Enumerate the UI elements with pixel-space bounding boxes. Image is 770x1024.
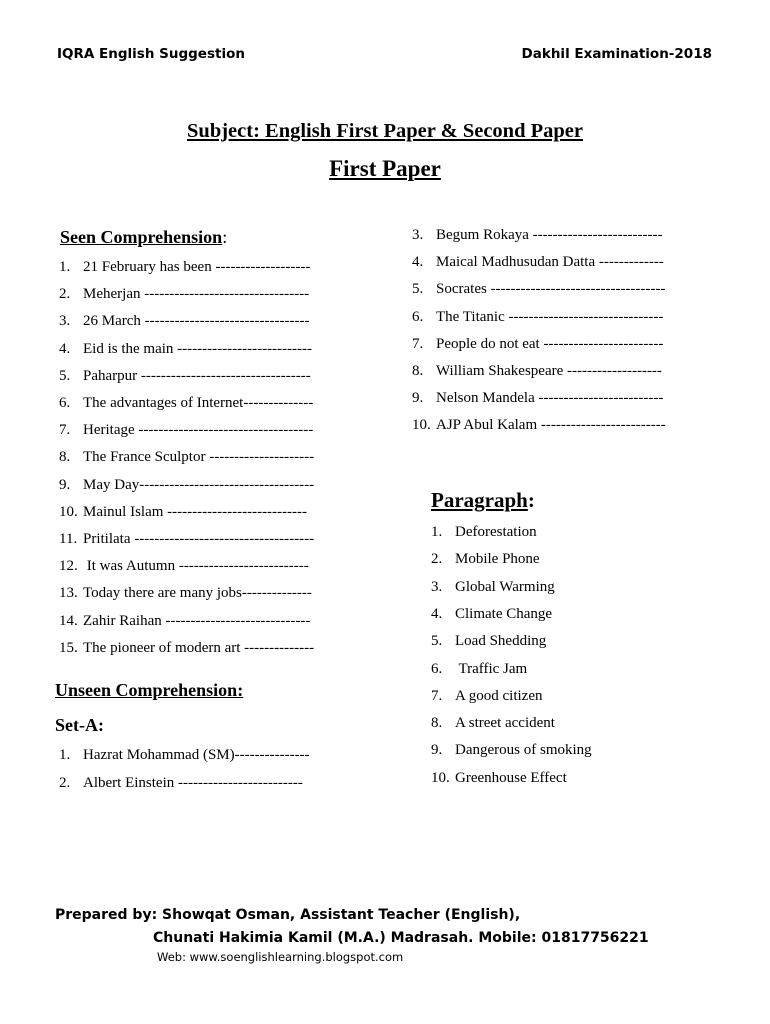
list-item — [431, 633, 546, 650]
item-text: William Shakespeare ------------------- — [436, 363, 662, 379]
item-text: Traffic Jam — [455, 660, 528, 677]
footer-madrasah: Chunati Hakimia Kamil (M.A.) Madrasah. Mobile: 01817756221 — [153, 930, 649, 946]
subject-title: Subject: English First Paper & Second Paper — [187, 120, 583, 142]
list-item — [59, 585, 312, 602]
item-number: 10. — [412, 417, 431, 434]
item-text: Maical Madhusudan Datta ------------- — [436, 254, 664, 271]
item-number: 3. — [59, 313, 71, 330]
list-item — [59, 422, 313, 439]
item-text: Zahir Raihan ----------------------------- — [83, 612, 311, 629]
item-number: 15. — [59, 639, 78, 656]
item-number: 6. — [412, 308, 424, 325]
item-text: Greenhouse Effect — [455, 769, 567, 786]
item-number: 3. — [412, 227, 424, 243]
list-item — [431, 524, 537, 541]
list-item — [431, 551, 540, 568]
item-number: 7. — [59, 422, 71, 439]
item-text: Deforestation — [455, 524, 537, 540]
item-text: Pritilata ------------------------------------ — [83, 531, 315, 547]
unseen-comprehension-heading: Unseen Comprehension: — [55, 680, 244, 700]
list-item — [431, 715, 555, 732]
item-number: 1. — [431, 524, 443, 540]
seen-comprehension-heading: Seen Comprehension: — [60, 227, 228, 247]
list-item — [59, 341, 312, 358]
list-item — [412, 281, 665, 298]
item-number: 8. — [431, 715, 443, 732]
item-number: 7. — [412, 335, 424, 352]
item-text: Heritage ----------------------------------- — [83, 422, 314, 439]
paragraph-heading: Paragraph: — [431, 488, 535, 512]
item-number: 1. — [59, 259, 71, 275]
list-item — [59, 395, 313, 412]
item-text: Begum Rokaya -------------------------- — [436, 227, 663, 243]
item-number: 1. — [59, 747, 71, 763]
list-item — [59, 449, 314, 466]
item-number: 6. — [431, 660, 443, 677]
item-number: 9. — [59, 476, 71, 493]
list-item — [59, 747, 310, 764]
item-text: May Day----------------------------------- — [83, 476, 315, 493]
item-number: 14. — [59, 612, 78, 629]
list-item — [59, 477, 314, 494]
item-text: It was Autumn -------------------------- — [83, 558, 309, 575]
list-item — [412, 254, 664, 271]
item-number: 4. — [431, 605, 443, 622]
item-text: A good citizen — [455, 687, 543, 704]
item-text: AJP Abul Kalam ------------------------- — [436, 417, 666, 434]
paper-title: First Paper — [329, 156, 441, 181]
item-number: 10. — [431, 769, 450, 786]
item-text: Albert Einstein ------------------------- — [83, 774, 303, 791]
list-item — [59, 613, 310, 630]
item-text: Today there are many jobs-------------- — [83, 585, 312, 602]
list-item — [412, 363, 662, 380]
item-number: 5. — [431, 633, 443, 650]
list-item — [59, 531, 314, 548]
item-number: 5. — [412, 281, 424, 298]
header-left: IQRA English Suggestion — [57, 46, 245, 62]
list-item — [59, 368, 311, 385]
item-number: 7. — [431, 687, 443, 704]
list-item — [59, 259, 310, 276]
list-item — [431, 688, 542, 705]
list-item — [412, 417, 666, 434]
item-number: 4. — [59, 340, 71, 357]
list-item — [412, 227, 663, 244]
list-item — [59, 558, 309, 575]
set-a-heading: Set-A: — [55, 715, 104, 735]
list-item — [412, 390, 663, 407]
item-number: 5. — [59, 367, 71, 384]
list-item — [59, 286, 309, 303]
item-number: 8. — [59, 449, 71, 466]
list-item — [59, 640, 314, 657]
item-number: 9. — [431, 742, 443, 759]
item-text: Nelson Mandela ------------------------- — [436, 390, 664, 407]
item-text: Dangerous of smoking — [455, 742, 592, 759]
item-number: 9. — [412, 390, 424, 407]
list-item — [59, 504, 307, 521]
item-text: 26 March --------------------------------- — [83, 313, 310, 330]
header-right: Dakhil Examination-2018 — [521, 46, 712, 62]
item-number: 11. — [59, 531, 78, 547]
item-text: Mainul Islam ---------------------------- — [83, 503, 308, 520]
item-text: Eid is the main --------------------------- — [83, 340, 313, 357]
item-text: Meherjan --------------------------------- — [83, 286, 310, 303]
item-number: 2. — [59, 286, 71, 303]
item-text: The pioneer of modern art -------------- — [83, 639, 315, 656]
item-number: 2. — [431, 551, 443, 568]
list-item — [431, 661, 527, 678]
list-item — [431, 742, 592, 759]
list-item — [412, 336, 663, 353]
item-text: Climate Change — [455, 605, 553, 622]
item-number: 4. — [412, 254, 424, 271]
item-text: Hazrat Mohammad (SM)--------------- — [83, 747, 310, 763]
item-text: The France Sculptor --------------------- — [83, 449, 315, 466]
list-item — [431, 579, 555, 596]
item-number: 13. — [59, 585, 78, 602]
list-item — [431, 770, 567, 787]
item-text: Global Warming — [455, 578, 555, 595]
list-item — [59, 775, 303, 792]
item-number: 12. — [59, 558, 78, 575]
item-number: 6. — [59, 395, 71, 411]
item-text: The advantages of Internet-------------- — [83, 395, 314, 411]
item-number: 3. — [431, 578, 443, 595]
item-number: 8. — [412, 363, 424, 379]
item-text: Mobile Phone — [455, 551, 540, 568]
footer-web: Web: www.soenglishlearning.blogspot.com — [157, 950, 404, 964]
list-item — [59, 313, 310, 330]
item-number: 2. — [59, 774, 71, 791]
item-text: Paharpur ---------------------------------- — [83, 367, 311, 384]
item-text: A street accident — [455, 715, 555, 732]
item-text: People do not eat ------------------------ — [436, 335, 664, 352]
item-number: 10. — [59, 503, 78, 520]
list-item — [412, 309, 663, 326]
list-item — [431, 606, 552, 623]
item-text: 21 February has been ------------------- — [83, 259, 311, 275]
item-text: Socrates ----------------------------------- — [436, 281, 666, 298]
footer-prepared-by: Prepared by: Showqat Osman, Assistant Teacher (English), — [55, 907, 521, 923]
item-text: Load Shedding — [455, 633, 547, 650]
item-text: The Titanic ------------------------------- — [436, 308, 664, 325]
